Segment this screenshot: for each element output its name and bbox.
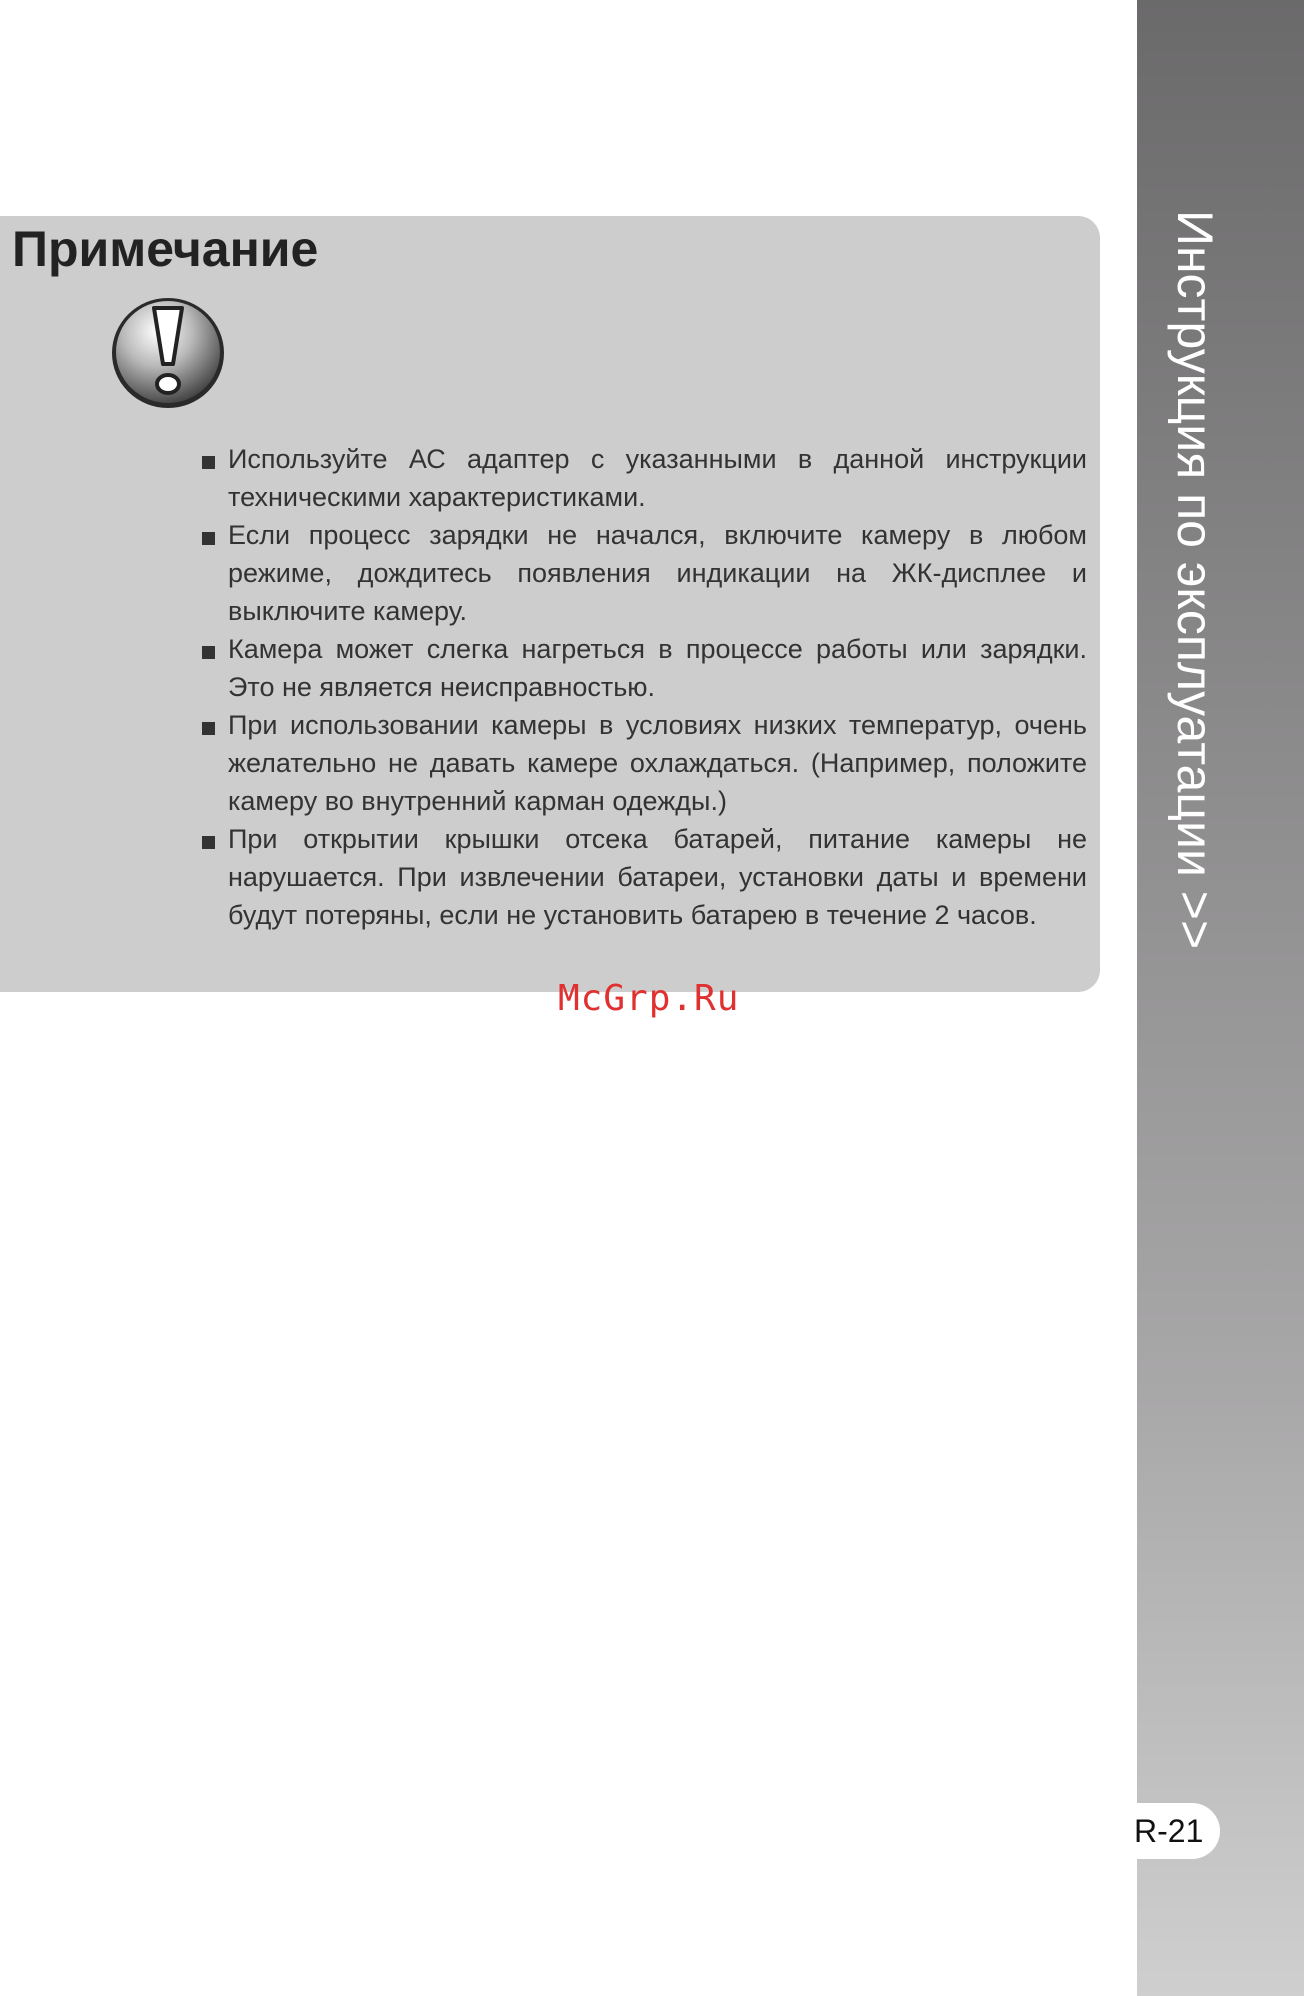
note-list bbox=[202, 440, 1087, 934]
note-item: Если процесс зарядки не начался, включите камеру в любом режиме, дождитесь появления индикации на ЖК-дисплее и выключите камеру. bbox=[202, 516, 1087, 630]
note-item: При открытии крышки отсека батарей, питание камеры не нарушается. При извлечении батареи, установки даты и времени будут потеряны, если не установить батарею в течение 2 часов. bbox=[202, 820, 1087, 934]
section-title: Инструкция по эксплуатации >> bbox=[1167, 210, 1223, 950]
page-number: R-21 bbox=[1124, 1803, 1220, 1859]
watermark: McGrp.Ru bbox=[558, 978, 740, 1019]
note-title: Примечание bbox=[12, 221, 319, 277]
exclamation-warning-icon bbox=[110, 296, 226, 410]
note-item: При использовании камеры в условиях низких температур, очень желательно не давать камере охлаждаться. (Например, положите камеру во внутренний карман одежды.) bbox=[202, 706, 1087, 820]
note-item: Камера может слегка нагреться в процессе работы или зарядки. Это не является неисправностью. bbox=[202, 630, 1087, 706]
note-item: Используйте АС адаптер с указанными в данной инструкции техническими характеристиками. bbox=[202, 440, 1087, 516]
